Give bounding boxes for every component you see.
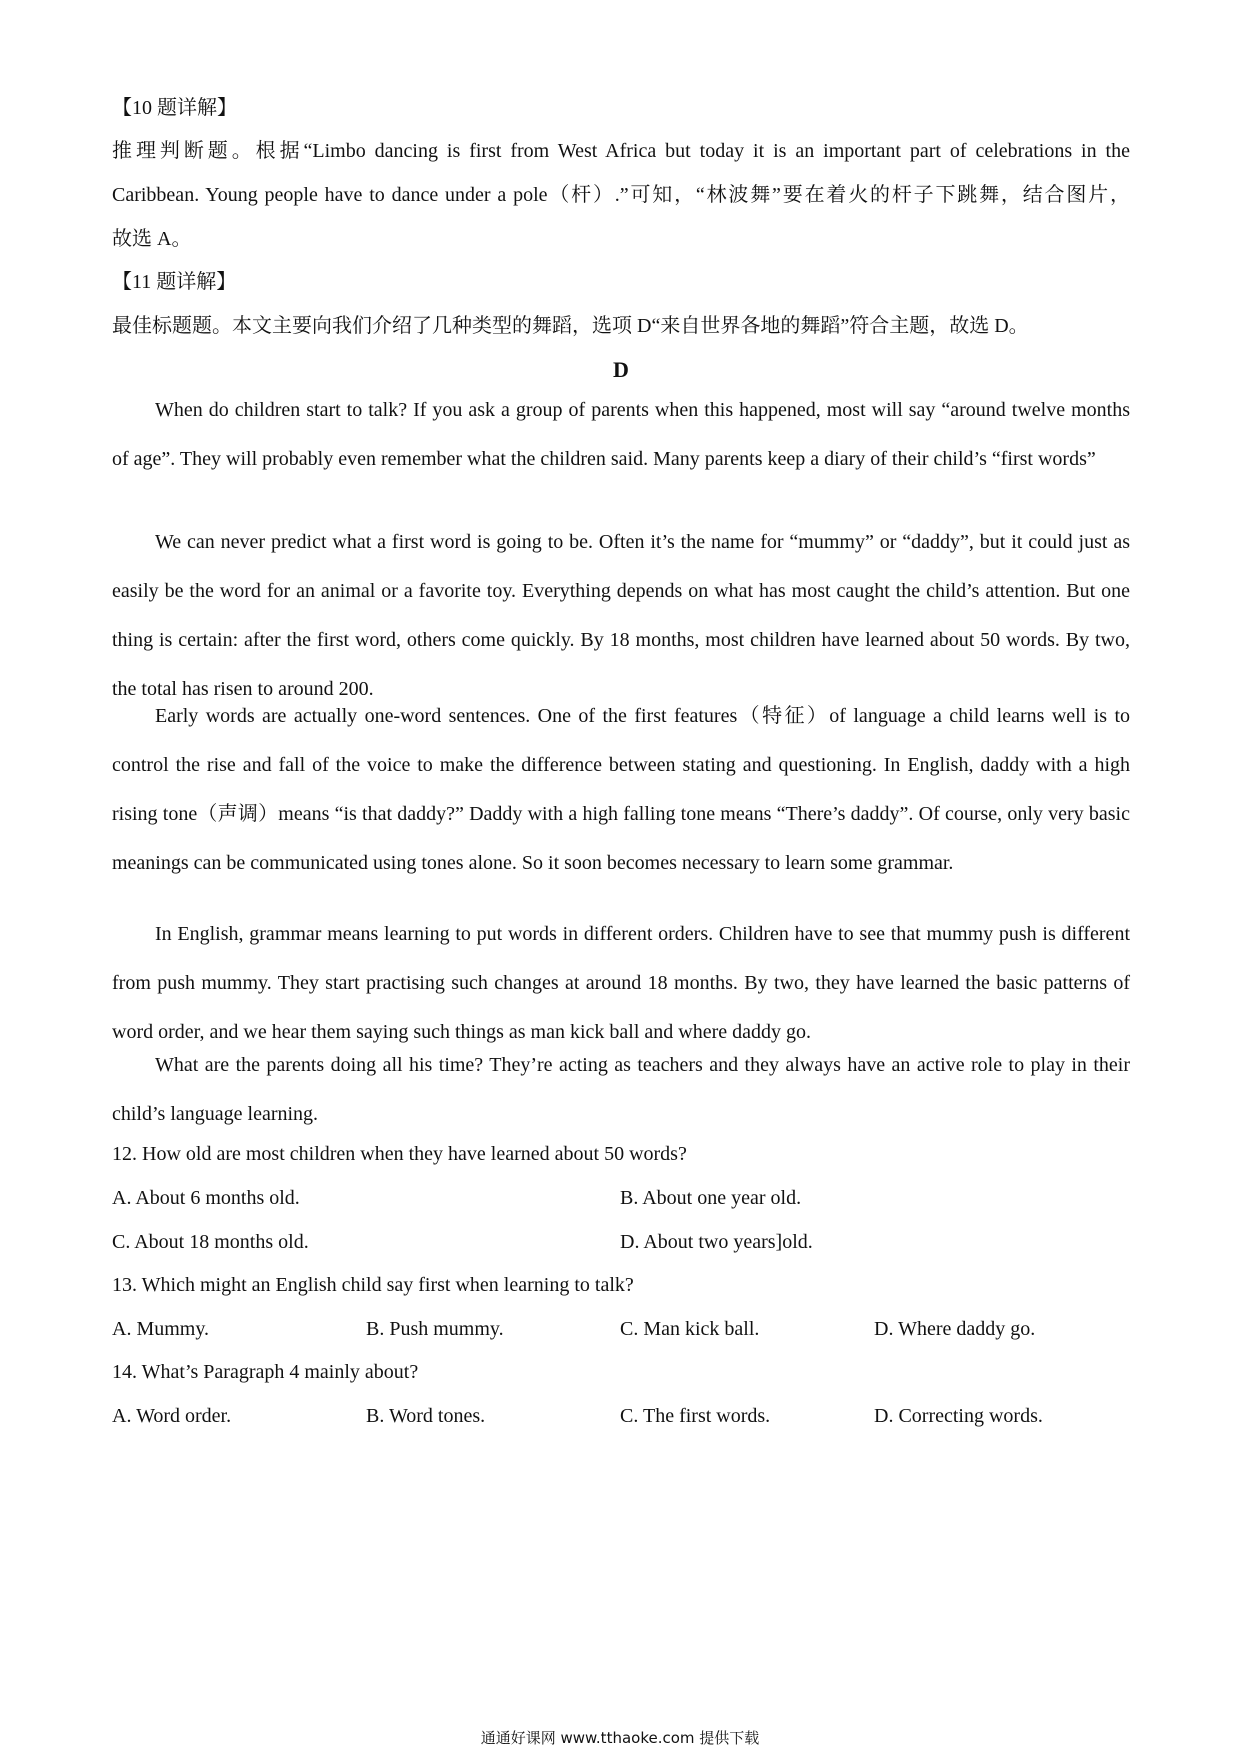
question-13-option-d: D. Where daddy go. bbox=[874, 1318, 1036, 1340]
passage-paragraph-3: Early words are actually one-word sentences. One of the first features（特征）of language a child learns well is to control the rise and fall of the voice to make the difference between stating and questioning. In English, daddy with a high rising tone（声调）means “is that daddy?” Daddy with a high falling tone means “There’s daddy”. Of course, only very basic meanings can be communicated using tones alone. So it soon becomes necessary to learn some grammar. bbox=[112, 705, 1130, 874]
question-14-stem: 14. What’s Paragraph 4 mainly about? bbox=[112, 1361, 419, 1383]
passage-paragraph-1: When do children start to talk? If you ask a group of parents when this happened, most will say “around twelve months of age”. They will probably even remember what the children said. Many parents keep a diary of their child’s “first words” bbox=[112, 399, 1130, 470]
question-12-option-c: C. About 18 months old. bbox=[112, 1231, 309, 1253]
question-14-option-d: D. Correcting words. bbox=[874, 1405, 1043, 1427]
page-footer: 通通好课网 www.tthaoke.com 提供下载 bbox=[480, 1729, 760, 1747]
q10-heading: 【10 题详解】 bbox=[112, 97, 237, 119]
q10-explanation-line-3: 故选 A。 bbox=[112, 228, 192, 250]
q11-explanation: 最佳标题题。本文主要向我们介绍了几种类型的舞蹈，选项 D“来自世界各地的舞蹈”符合主题，故选 D。 bbox=[112, 315, 1029, 337]
question-13-option-c: C. Man kick ball. bbox=[620, 1318, 760, 1340]
question-12-option-d: D. About two years]old. bbox=[620, 1231, 813, 1253]
question-14-option-b: B. Word tones. bbox=[366, 1405, 486, 1427]
q10-explanation-line-2: Caribbean. Young people have to dance under a pole（杆）.”可知，“林波舞”要在着火的杆子下跳舞，结合图片， bbox=[112, 184, 1130, 206]
question-13-option-a: A. Mummy. bbox=[112, 1318, 210, 1340]
q11-heading: 【11 题详解】 bbox=[112, 271, 237, 293]
question-14-option-c: C. The first words. bbox=[620, 1405, 771, 1427]
q10-explanation-line-1: 推理判断题。根据“Limbo dancing is first from West Africa but today it is an important part of celebrations in the bbox=[112, 140, 1130, 162]
passage-letter-heading: D bbox=[613, 357, 629, 382]
passage-paragraph-5: What are the parents doing all his time? They’re acting as teachers and they always have an active role to play in their child’s language learning. bbox=[112, 1054, 1130, 1125]
question-12-option-b: B. About one year old. bbox=[620, 1187, 802, 1209]
passage-paragraph-4: In English, grammar means learning to put words in different orders. Children have to see that mummy push is different from push mummy. They start practising such changes at around 18 months. By two, they have learned the basic patterns of word order, and we hear them saying such things as man kick ball and where daddy go. bbox=[112, 923, 1130, 1043]
question-13-stem: 13. Which might an English child say first when learning to talk? bbox=[112, 1274, 634, 1296]
question-12-stem: 12. How old are most children when they have learned about 50 words? bbox=[112, 1143, 687, 1165]
question-13-option-b: B. Push mummy. bbox=[366, 1318, 504, 1340]
question-14-option-a: A. Word order. bbox=[112, 1405, 232, 1427]
question-12-option-a: A. About 6 months old. bbox=[112, 1187, 300, 1209]
passage-paragraph-2: We can never predict what a first word is going to be. Often it’s the name for “mummy” or “daddy”, but it could just as easily be the word for an animal or a favorite toy. Everything depends on what has most caught the child’s attention. But one thing is certain: after the first word, others come quickly. By 18 months, most children have learned about 50 words. By two, the total has risen to around 200. bbox=[112, 531, 1130, 700]
